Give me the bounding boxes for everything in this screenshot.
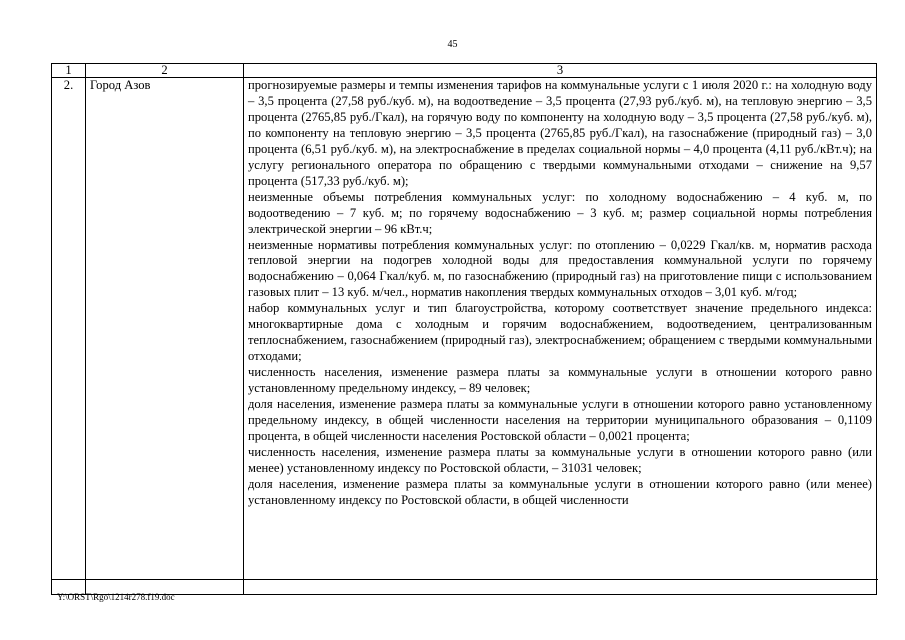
column-header-1: 1 xyxy=(52,64,86,78)
table-header-row xyxy=(52,64,877,78)
paragraph-population-count-region: численность населения, изменение размера платы за коммунальные услуги в отношении которого равно (или менее) установленному индексу по Ростовской области, – 31031 человек; xyxy=(248,444,872,475)
paragraph-population-count: численность населения, изменение размера платы за коммунальные услуги в отношении которого равно установленному предельному индексу, – 89 человек; xyxy=(248,365,872,396)
row-number: 2. xyxy=(52,78,86,595)
description-cell xyxy=(244,78,877,595)
paragraph-population-share: доля населения, изменение размера платы за коммунальные услуги в отношении которого равно установленному предельному индексу, в общей численности населения на территории муниципального образования – 0,1109 процента, в общей численности населения Ростовской области – 0,0021 процента; xyxy=(248,397,872,443)
page-number: 45 xyxy=(447,39,458,50)
paragraph-tariffs: прогнозируемые размеры и темпы изменения тарифов на коммунальные услуги с 1 июля 2020 г.: на холодную воду – 3,5 процента (27,58 руб./куб. м), на водоотведение – 3,5 процента (27,93 руб./куб. м), на тепловую энергию – 3,5 процента (2765,85 руб./Гкал), на горячую воду по компоненту на холодную воду – 3,5 процента (27,58 руб./куб. м), по компоненту на тепловую энергию – 3,5 процента (2765,85 руб./Гкал), на газоснабжение (природный газ) – 3,0 процента (6,51 руб./куб. м), на электроснабжение в пределах социальной нормы – 4,0 процента (4,11 руб./кВт.ч); на услугу регионального оператора по обращению с твердыми коммунальными отходами – снижение на 9,57 процента (517,33 руб./куб. м); xyxy=(248,78,872,188)
table-bottom-border xyxy=(51,579,878,580)
paragraph-volumes: неизменные объемы потребления коммунальных услуг: по холодному водоснабжению – 4 куб. м, по водоотведению – 7 куб. м; по горячему водоснабжению – 3 куб. м; размер социальной нормы потребления электрической энергии – 96 кВт.ч; xyxy=(248,189,872,236)
city-name: Город Азов xyxy=(86,78,244,595)
paragraph-population-share-region: доля населения, изменение размера платы за коммунальные услуги в отношении которого равно (или менее) установленному индексу по Ростовской области, в общей численности xyxy=(248,476,872,507)
paragraph-services-set: набор коммунальных услуг и тип благоустройства, которому соответствует значение предельного индекса: многоквартирные дома с холодным и горячим водоснабжением, водоотведением, централизованным теплоснабжением, газоснабжением (природный газ), электроснабжением; обращением с твердыми коммунальными отходами; xyxy=(248,301,872,364)
column-header-3: 3 xyxy=(244,64,877,78)
document-table xyxy=(51,63,877,595)
column-header-2: 2 xyxy=(86,64,244,78)
footer-file-path: Y:\ORST\Rgo\1214r278.f19.doc xyxy=(57,592,175,602)
table-row xyxy=(52,78,877,595)
paragraph-norms: неизменные нормативы потребления коммунальных услуг: по отоплению – 0,0229 Гкал/кв. м, норматив расхода тепловой энергии на подогрев холодной воды для предоставления коммунальной услуги по горячему водоснабжению – 0,064 Гкал/куб. м, по газоснабжению (природный газ) на приготовление пищи с использованием газовых плит – 13 куб. м/чел., норматив накопления твердых коммунальных отходов – 3,01 куб. м/год; xyxy=(248,237,872,300)
